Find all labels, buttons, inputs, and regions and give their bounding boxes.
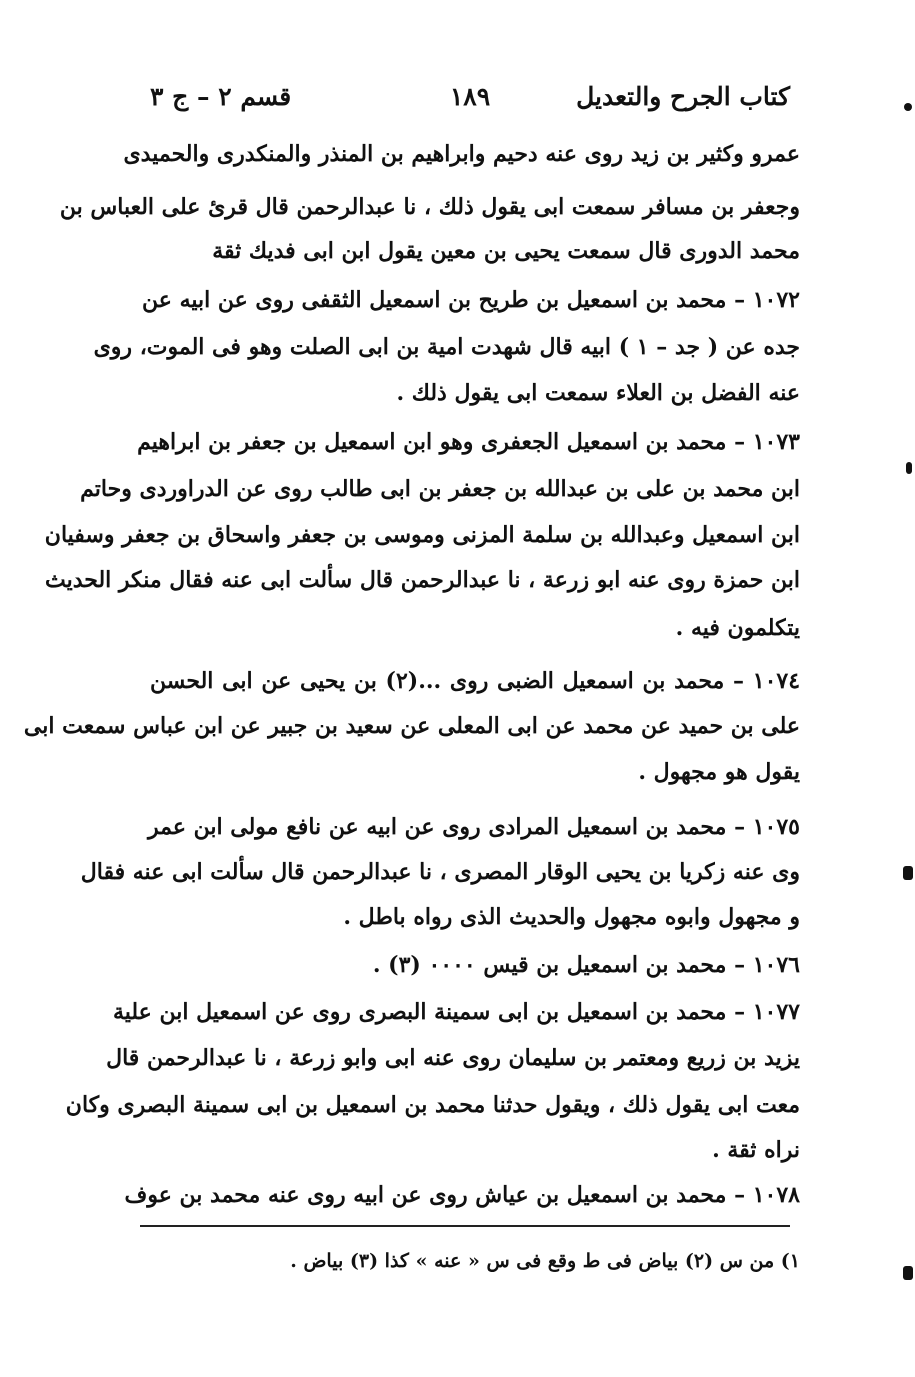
entry-first-line: ١٠٧٧ – محمد بن اسمعيل بن ابى سمينة البصرى روى عن اسمعيل ابن علية	[112, 999, 800, 1025]
margin-speck	[903, 1266, 913, 1280]
text-line: نراه ثقة .	[712, 1137, 800, 1163]
text-line: يقول هو مجهول .	[638, 759, 800, 785]
page-header	[150, 82, 790, 122]
footnote-separator	[140, 1225, 790, 1227]
entry-first-line: ١٠٧٢ – محمد بن اسمعيل بن طريح بن اسمعيل الثقفى روى عن ابيه عن	[142, 287, 800, 313]
text-line: يتكلمون فيه .	[675, 615, 800, 641]
text-line: عنه الفضل بن العلاء سمعت ابى يقول ذلك .	[396, 380, 800, 406]
entry-first-line: ١٠٧٦ – محمد بن اسمعيل بن قيس ٠٠٠٠ (٣) .	[372, 952, 800, 978]
entry-first-line: ١٠٧٨ – محمد بن اسمعيل بن عياش روى عن ابيه روى عنه محمد بن عوف	[124, 1182, 800, 1208]
footnote: ١) من س (٢) بياض فى ط وقع فى س « عنه » كذا (٣) بياض .	[290, 1250, 800, 1272]
part-volume-label: قسم ٢ – ج ٣	[150, 82, 292, 111]
text-line: يزيد بن زريع ومعتمر بن سليمان روى عنه ابى وابو زرعة ، نا عبدالرحمن قال	[106, 1045, 800, 1071]
text-line: وى عنه زكريا بن يحيى الوقار المصرى ، نا عبدالرحمن قال سألت ابى عنه فقال	[80, 859, 800, 885]
margin-speck	[906, 462, 912, 474]
text-line: على بن حميد عن محمد عن ابى المعلى عن سعيد بن جبير عن ابن عباس سمعت ابى	[23, 713, 800, 739]
text-line: محمد الدورى قال سمعت يحيى بن معين يقول ابن ابى فديك ثقة	[212, 238, 800, 264]
text-line: جده عن ( جد – ١ ) ابيه قال شهدت امية بن ابى الصلت وهو فى الموت، روى	[93, 334, 800, 360]
entry-first-line: ١٠٧٤ – محمد بن اسمعيل الضبى روى ...(٢) بن يحيى عن ابى الحسن	[150, 668, 801, 694]
text-line: عمرو وكثير بن زيد روى عنه دحيم وابراهيم بن المنذر والمنكدرى والحميدى	[123, 141, 800, 167]
text-line: ابن محمد بن على بن عبدالله بن جعفر بن ابى طالب روى عن الدراوردى وحاتم	[80, 476, 800, 502]
entry-first-line: ١٠٧٣ – محمد بن اسمعيل الجعفرى وهو ابن اسمعيل بن جعفر بن ابراهيم	[137, 429, 800, 455]
margin-speck	[903, 866, 913, 880]
margin-speck	[904, 103, 912, 111]
entry-first-line: ١٠٧٥ – محمد بن اسمعيل المرادى روى عن ابيه عن نافع مولى ابن عمر	[147, 814, 800, 840]
text-line: ابن اسمعيل وعبدالله بن سلمة المزنى وموسى بن جعفر واسحاق بن جعفر وسفيان	[44, 522, 800, 548]
book-title: كتاب الجرح والتعديل	[576, 82, 790, 111]
text-line: وجعفر بن مسافر سمعت ابى يقول ذلك ، نا عبدالرحمن قال قرئ على العباس بن	[59, 194, 800, 220]
text-line: ابن حمزة روى عنه ابو زرعة ، نا عبدالرحمن قال سألت ابى عنه فقال منكر الحديث	[44, 567, 800, 593]
text-line: معت ابى يقول ذلك ، ويقول حدثنا محمد بن اسمعيل بن ابى سمينة البصرى وكان	[65, 1092, 800, 1118]
page-number: ١٨٩	[449, 82, 491, 111]
text-line: و مجهول وابوه مجهول والحديث الذى رواه باطل .	[343, 904, 800, 930]
